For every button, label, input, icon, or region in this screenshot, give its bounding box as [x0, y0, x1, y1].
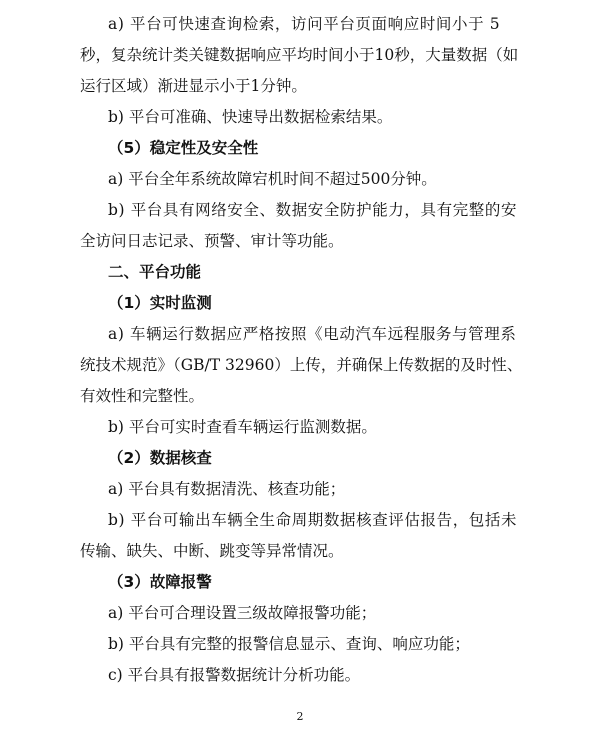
section-heading: 二、平台功能 — [108, 263, 202, 281]
paragraph-line: a) 平台全年系统故障宕机时间不超过500分钟。 — [108, 170, 437, 188]
paragraph-line: b) 平台具有完整的报警信息显示、查询、响应功能； — [108, 635, 470, 653]
paragraph-line: b) 平台可准确、快速导出数据检索结果。 — [108, 108, 393, 126]
paragraph-line: a) 平台具有数据清洗、核查功能； — [108, 480, 346, 498]
paragraph-line: 秒，复杂统计类关键数据响应平均时间小于10秒，大量数据（如 — [80, 46, 519, 64]
page-number: 2 — [296, 710, 304, 723]
paragraph-line: b) 平台可输出车辆全生命周期数据核查评估报告，包括未 — [108, 511, 518, 529]
paragraph-line: c) 平台具有报警数据统计分析功能。 — [108, 666, 361, 684]
subsection-heading: （1）实时监测 — [108, 294, 212, 312]
paragraph-line: a) 平台可合理设置三级故障报警功能； — [108, 604, 377, 622]
paragraph-line: 传输、缺失、中断、跳变等异常情况。 — [80, 542, 344, 560]
paragraph-line: b) 平台可实时查看车辆运行监测数据。 — [108, 418, 377, 436]
subsection-heading: （5）稳定性及安全性 — [108, 139, 259, 157]
paragraph-line: 有效性和完整性。 — [80, 387, 205, 405]
paragraph-line: 全访问日志记录、预警、审计等功能。 — [80, 232, 344, 250]
paragraph-line: 统技术规范》（GB/T 32960）上传，并确保上传数据的及时性、 — [80, 356, 523, 374]
paragraph-line: a) 车辆运行数据应严格按照《电动汽车远程服务与管理系 — [108, 325, 517, 343]
paragraph-line: 运行区域）渐进显示小于1分钟。 — [80, 77, 307, 95]
subsection-heading: （3）故障报警 — [108, 573, 212, 591]
paragraph-line: a) 平台可快速查询检索，访问平台页面响应时间小于 5 — [108, 15, 501, 33]
paragraph-line: b) 平台具有网络安全、数据安全防护能力，具有完整的安 — [108, 201, 518, 219]
subsection-heading: （2）数据核查 — [108, 449, 212, 467]
